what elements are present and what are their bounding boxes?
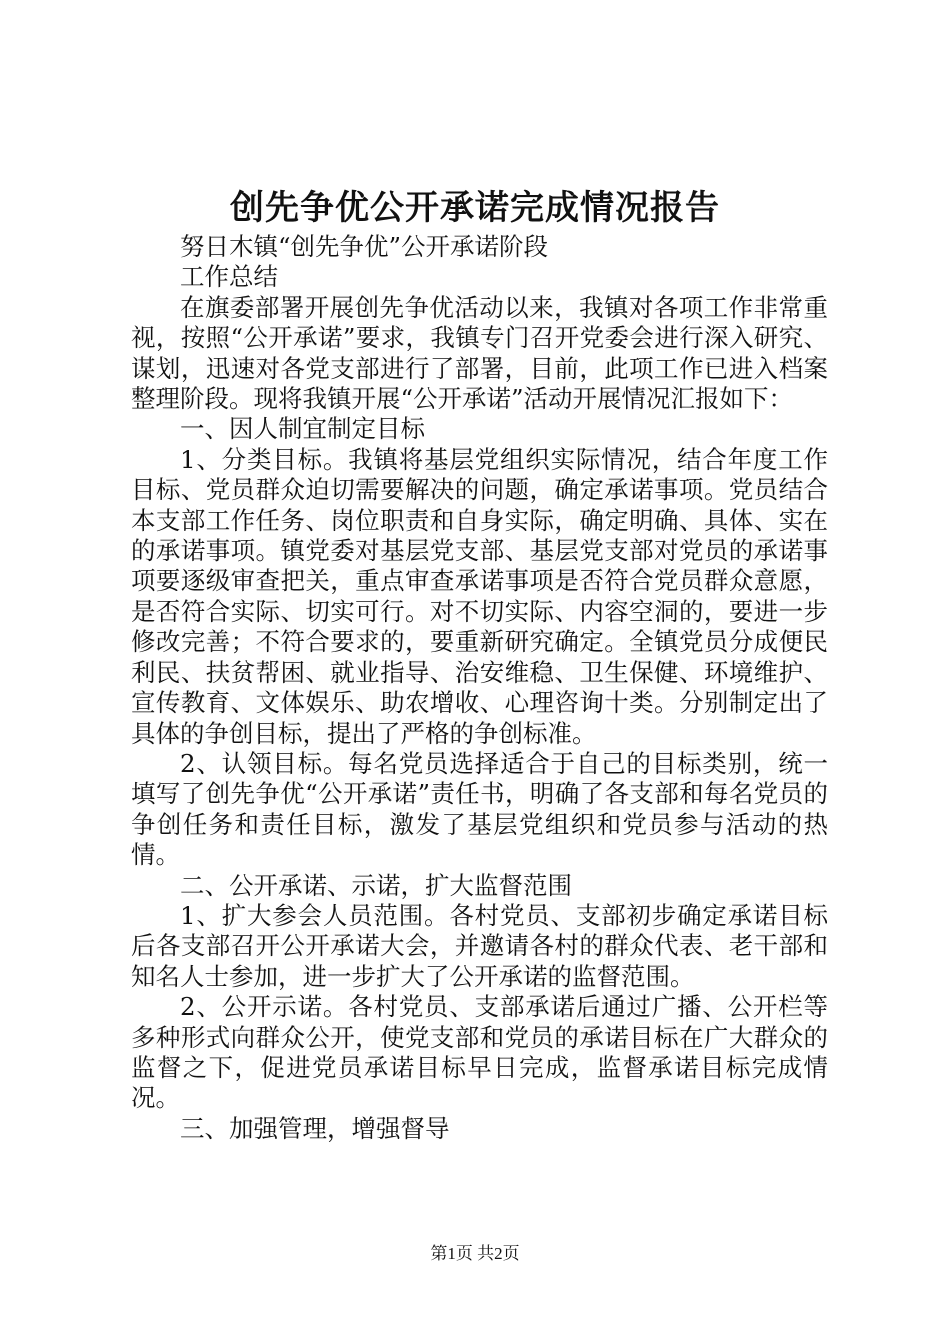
paragraph-claim-goals: 2、认领目标。每名党员选择适合于自己的目标类别，统一填写了创先争优“公开承诺”责任书，明确了各支部和每名党员的争创任务和责任目标，激发了基层党组织和党员参与活动的热情。 [131, 748, 828, 870]
paragraph-intro: 在旗委部署开展创先争优活动以来，我镇对各项工作非常重视，按照“公开承诺”要求，我镇专门召开党委会进行深入研究、谋划，迅速对各党支部进行了部署，目前，此项工作已进入档案整理阶段。现将我镇开展“公开承诺”活动开展情况汇报如下： [131, 292, 828, 414]
section-heading-1: 一、因人制宜制定目标 [180, 414, 425, 444]
section-heading-2: 二、公开承诺、示诺，扩大监督范围 [180, 870, 572, 900]
document-title: 创先争优公开承诺完成情况报告 [230, 188, 720, 228]
paragraph-subtitle-line-2: 工作总结 [180, 262, 278, 292]
paragraph-classify-goals: 1、分类目标。我镇将基层党组织实际情况，结合年度工作目标、党员群众迫切需要解决的问题，确定承诺事项。党员结合本支部工作任务、岗位职责和自身实际，确定明确、具体、实在的承诺事项。镇党委对基层党支部、基层党支部对党员的承诺事项要逐级审查把关，重点审查承诺事项是否符合党员群众意愿，是否符合实际、切实可行。对不切实际、内容空洞的，要进一步修改完善；不符合要求的，要重新研究确定。全镇党员分成便民利民、扶贫帮困、就业指导、治安维稳、卫生保健、环境维护、宣传教育、文体娱乐、助农增收、心理咨询十类。分别制定出了具体的争创目标，提出了严格的争创标准。 [131, 444, 828, 748]
document-body [131, 232, 828, 1144]
paragraph-expand-attendees: 1、扩大参会人员范围。各村党员、支部初步确定承诺目标后各支部召开公开承诺大会，并邀请各村的群众代表、老干部和知名人士参加，进一步扩大了公开承诺的监督范围。 [131, 900, 828, 991]
paragraph-public-display: 2、公开示诺。各村党员、支部承诺后通过广播、公开栏等多种形式向群众公开，使党支部和党员的承诺目标在广大群众的监督之下，促进党员承诺目标早日完成，监督承诺目标完成情况。 [131, 992, 828, 1113]
page-footer: 第1页 共2页 [430, 1244, 520, 1263]
section-heading-3: 三、加强管理，增强督导 [180, 1113, 450, 1143]
paragraph-subtitle-line-1: 努日木镇“创先争优”公开承诺阶段 [180, 232, 549, 261]
